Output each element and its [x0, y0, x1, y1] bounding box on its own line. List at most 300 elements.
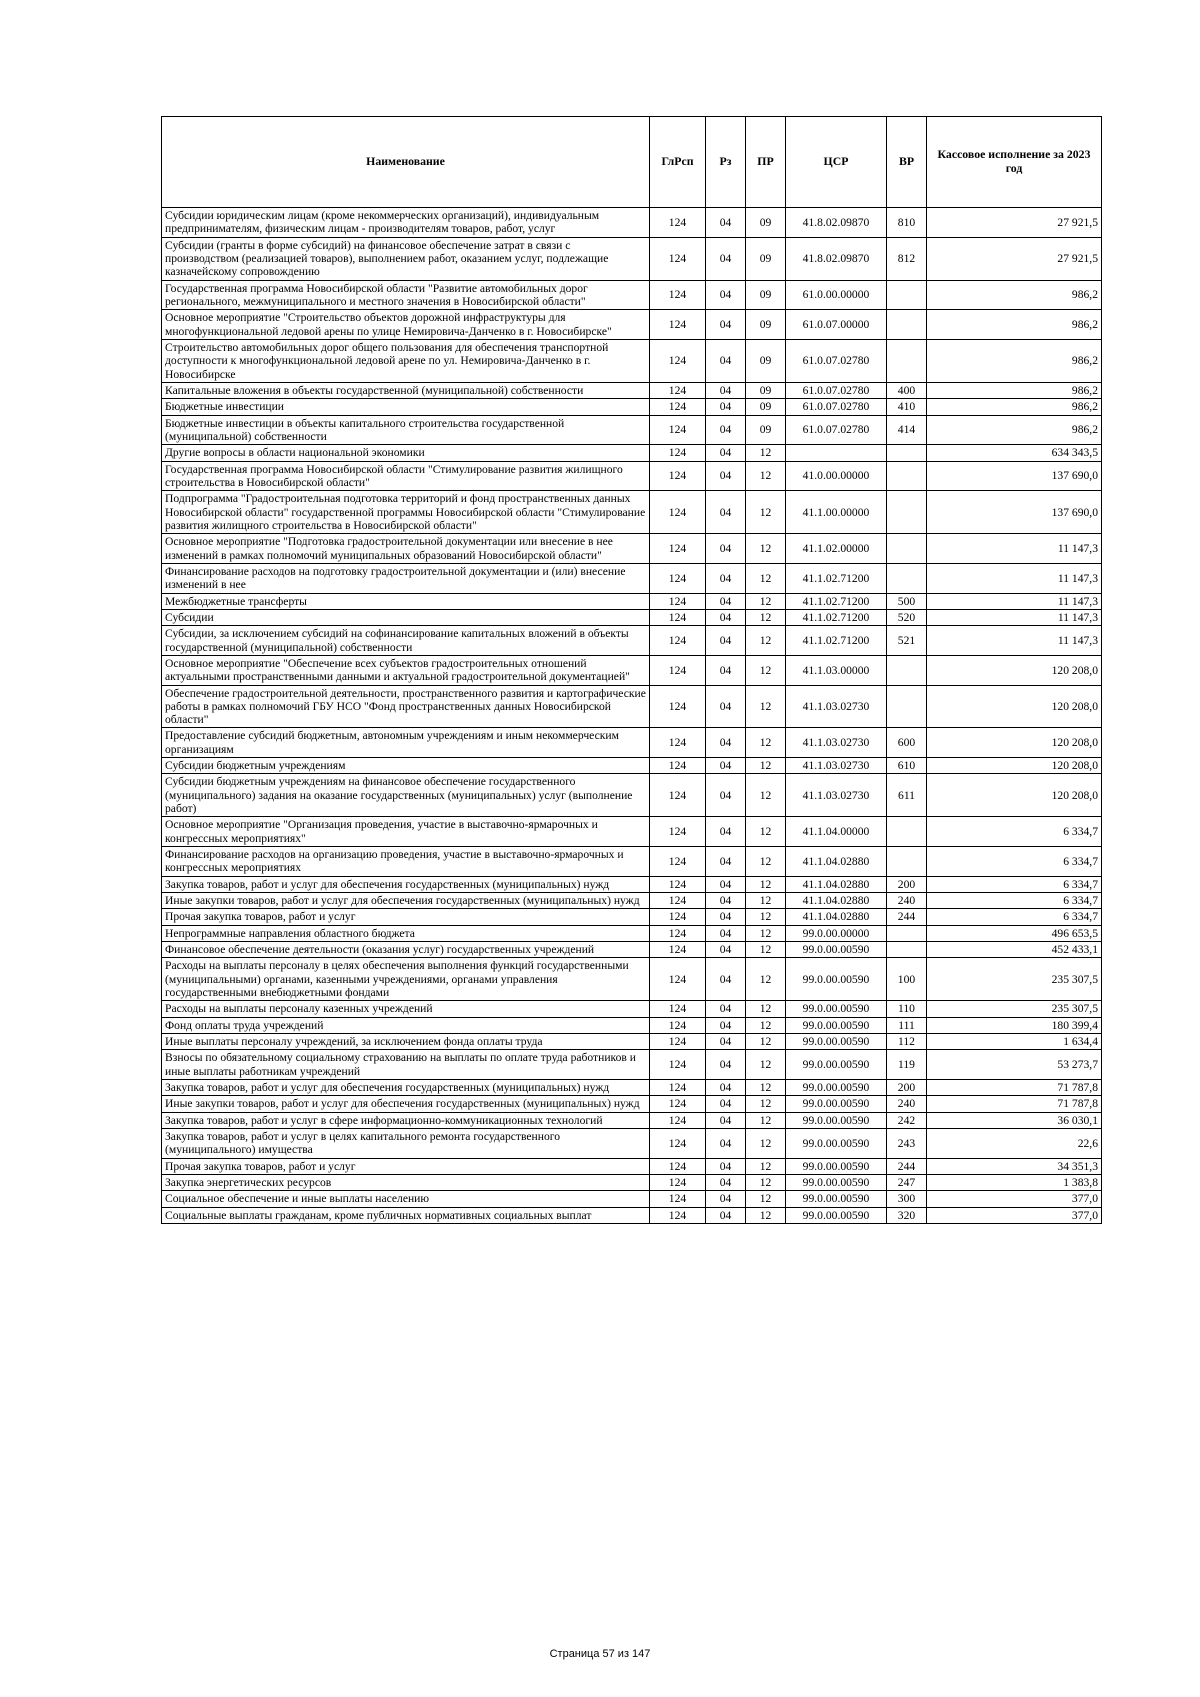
header-name: Наименование: [162, 117, 650, 208]
cell-rz: 04: [706, 958, 746, 1001]
table-row: [162, 415, 1102, 445]
cell-pr: 09: [746, 208, 786, 238]
cell-pr: 12: [746, 655, 786, 685]
cell-name: Иные закупки товаров, работ и услуг для обеспечения государственных (муниципальных) нужд: [162, 1096, 650, 1112]
table-row: [162, 942, 1102, 958]
cell-rz: 04: [706, 1112, 746, 1128]
cell-csr: 99.0.00.00590: [786, 1158, 887, 1174]
cell-amount: 180 399,4: [927, 1017, 1102, 1033]
cell-rz: 04: [706, 1129, 746, 1159]
cell-csr: 99.0.00.00590: [786, 958, 887, 1001]
cell-vr: 240: [887, 893, 927, 909]
cell-rz: 04: [706, 461, 746, 491]
cell-csr: 61.0.07.02780: [786, 415, 887, 445]
cell-rz: 04: [706, 208, 746, 238]
cell-vr: 414: [887, 415, 927, 445]
cell-vr: 243: [887, 1129, 927, 1159]
cell-vr: 520: [887, 609, 927, 625]
cell-glrsp: 124: [650, 534, 706, 564]
cell-pr: 12: [746, 609, 786, 625]
cell-amount: 6 334,7: [927, 817, 1102, 847]
cell-glrsp: 124: [650, 1096, 706, 1112]
cell-pr: 12: [746, 445, 786, 461]
cell-rz: 04: [706, 399, 746, 415]
cell-amount: 986,2: [927, 339, 1102, 382]
cell-csr: 41.1.02.71200: [786, 626, 887, 656]
cell-amount: 377,0: [927, 1207, 1102, 1223]
cell-csr: 41.1.03.02730: [786, 774, 887, 817]
cell-name: Субсидии бюджетным учреждениям на финансовое обеспечение государственного (муниципального) задания на оказание государственных (муниципальных) услуг (выполнение работ): [162, 774, 650, 817]
cell-vr: 200: [887, 876, 927, 892]
cell-glrsp: 124: [650, 958, 706, 1001]
cell-name: Основное мероприятие "Организация проведения, участие в выставочно-ярмарочных и конгрессных мероприятиях": [162, 817, 650, 847]
cell-csr: 41.1.02.71200: [786, 563, 887, 593]
cell-glrsp: 124: [650, 1017, 706, 1033]
cell-amount: 22,6: [927, 1129, 1102, 1159]
cell-pr: 12: [746, 1017, 786, 1033]
cell-pr: 12: [746, 1129, 786, 1159]
cell-csr: 99.0.00.00590: [786, 1080, 887, 1096]
cell-name: Подпрограмма "Градостроительная подготовка территорий и фонд пространственных данных Новосибирской области" государственной программы Новосибирской области "Стимулирование развития жилищного строительства в Новосибирской области": [162, 491, 650, 534]
cell-amount: 377,0: [927, 1191, 1102, 1207]
cell-rz: 04: [706, 534, 746, 564]
cell-glrsp: 124: [650, 893, 706, 909]
cell-vr: 242: [887, 1112, 927, 1128]
cell-vr: 410: [887, 399, 927, 415]
cell-csr: 99.0.00.00590: [786, 1129, 887, 1159]
cell-pr: 12: [746, 728, 786, 758]
cell-csr: 61.0.07.00000: [786, 310, 887, 340]
table-row: [162, 1050, 1102, 1080]
header-csr: ЦСР: [786, 117, 887, 208]
cell-name: Взносы по обязательному социальному страхованию на выплаты по оплате труда работников и иные выплаты работникам учреждений: [162, 1050, 650, 1080]
cell-pr: 09: [746, 382, 786, 398]
cell-pr: 09: [746, 310, 786, 340]
cell-glrsp: 124: [650, 1207, 706, 1223]
cell-pr: 12: [746, 1034, 786, 1050]
cell-rz: 04: [706, 626, 746, 656]
cell-amount: 71 787,8: [927, 1080, 1102, 1096]
table-row: [162, 445, 1102, 461]
cell-glrsp: 124: [650, 1001, 706, 1017]
table-row: [162, 280, 1102, 310]
table-row: [162, 626, 1102, 656]
cell-glrsp: 124: [650, 1191, 706, 1207]
cell-vr: 111: [887, 1017, 927, 1033]
table-row: [162, 208, 1102, 238]
cell-name: Субсидии (гранты в форме субсидий) на финансовое обеспечение затрат в связи с производством (реализацией товаров), выполнением работ, оказанием услуг, подлежащие казначейскому сопровождению: [162, 237, 650, 280]
cell-csr: 99.0.00.00590: [786, 1034, 887, 1050]
table-row: [162, 1017, 1102, 1033]
table-row: [162, 609, 1102, 625]
cell-glrsp: 124: [650, 909, 706, 925]
cell-vr: 247: [887, 1175, 927, 1191]
table-row: [162, 876, 1102, 892]
cell-rz: 04: [706, 339, 746, 382]
cell-amount: 36 030,1: [927, 1112, 1102, 1128]
cell-glrsp: 124: [650, 758, 706, 774]
cell-glrsp: 124: [650, 942, 706, 958]
table-row: [162, 1129, 1102, 1159]
cell-pr: 12: [746, 563, 786, 593]
cell-amount: 120 208,0: [927, 728, 1102, 758]
cell-vr: [887, 491, 927, 534]
cell-pr: 12: [746, 534, 786, 564]
table-row: [162, 563, 1102, 593]
table-row: [162, 1207, 1102, 1223]
cell-rz: 04: [706, 593, 746, 609]
cell-amount: 11 147,3: [927, 534, 1102, 564]
cell-csr: 41.1.00.00000: [786, 491, 887, 534]
cell-csr: 41.1.02.71200: [786, 593, 887, 609]
cell-amount: 120 208,0: [927, 655, 1102, 685]
cell-vr: [887, 655, 927, 685]
cell-rz: 04: [706, 1158, 746, 1174]
cell-rz: 04: [706, 774, 746, 817]
cell-amount: 11 147,3: [927, 563, 1102, 593]
cell-name: Субсидии: [162, 609, 650, 625]
table-row: [162, 491, 1102, 534]
table-row: [162, 237, 1102, 280]
cell-amount: 1 634,4: [927, 1034, 1102, 1050]
table-row: [162, 310, 1102, 340]
cell-pr: 12: [746, 1191, 786, 1207]
cell-name: Государственная программа Новосибирской области "Развитие автомобильных дорог регионального, межмуниципального и местного значения в Новосибирской области": [162, 280, 650, 310]
cell-csr: 41.1.03.00000: [786, 655, 887, 685]
cell-pr: 12: [746, 1001, 786, 1017]
cell-vr: 812: [887, 237, 927, 280]
cell-name: Закупка энергетических ресурсов: [162, 1175, 650, 1191]
cell-rz: 04: [706, 655, 746, 685]
cell-glrsp: 124: [650, 847, 706, 877]
cell-amount: 27 921,5: [927, 237, 1102, 280]
cell-rz: 04: [706, 1001, 746, 1017]
cell-rz: 04: [706, 1207, 746, 1223]
cell-name: Субсидии, за исключением субсидий на софинансирование капитальных вложений в объекты государственной (муниципальной) собственности: [162, 626, 650, 656]
table-row: [162, 1191, 1102, 1207]
cell-csr: [786, 445, 887, 461]
cell-rz: 04: [706, 1096, 746, 1112]
table-row: [162, 461, 1102, 491]
table-row: [162, 817, 1102, 847]
cell-amount: 11 147,3: [927, 626, 1102, 656]
table-body: [162, 208, 1102, 1224]
cell-amount: 27 921,5: [927, 208, 1102, 238]
cell-name: Предоставление субсидий бюджетным, автономным учреждениям и иным некоммерческим организациям: [162, 728, 650, 758]
cell-vr: [887, 445, 927, 461]
cell-glrsp: 124: [650, 208, 706, 238]
cell-rz: 04: [706, 909, 746, 925]
cell-csr: 99.0.00.00590: [786, 1017, 887, 1033]
cell-pr: 09: [746, 399, 786, 415]
cell-pr: 12: [746, 925, 786, 941]
table-row: [162, 758, 1102, 774]
cell-amount: 6 334,7: [927, 847, 1102, 877]
cell-name: Социальное обеспечение и иные выплаты населению: [162, 1191, 650, 1207]
cell-name: Иные закупки товаров, работ и услуг для обеспечения государственных (муниципальных) нужд: [162, 893, 650, 909]
cell-vr: [887, 310, 927, 340]
cell-amount: 634 343,5: [927, 445, 1102, 461]
cell-name: Государственная программа Новосибирской области "Стимулирование развития жилищного строительства в Новосибирской области": [162, 461, 650, 491]
cell-csr: 41.1.04.00000: [786, 817, 887, 847]
cell-csr: 41.1.03.02730: [786, 758, 887, 774]
table-row: [162, 399, 1102, 415]
cell-vr: 600: [887, 728, 927, 758]
cell-rz: 04: [706, 563, 746, 593]
cell-rz: 04: [706, 925, 746, 941]
cell-glrsp: 124: [650, 774, 706, 817]
table-row: [162, 1112, 1102, 1128]
cell-pr: 12: [746, 1080, 786, 1096]
table-row: [162, 774, 1102, 817]
cell-glrsp: 124: [650, 1175, 706, 1191]
table-row: [162, 958, 1102, 1001]
cell-name: Основное мероприятие "Обеспечение всех субъектов градостроительных отношений актуальными пространственными данными и актуальной градостроительной документацией": [162, 655, 650, 685]
cell-name: Иные выплаты персоналу учреждений, за исключением фонда оплаты труда: [162, 1034, 650, 1050]
cell-csr: 41.0.00.00000: [786, 461, 887, 491]
cell-glrsp: 124: [650, 445, 706, 461]
cell-glrsp: 124: [650, 593, 706, 609]
cell-pr: 12: [746, 1175, 786, 1191]
cell-pr: 12: [746, 942, 786, 958]
cell-amount: 986,2: [927, 415, 1102, 445]
cell-pr: 12: [746, 893, 786, 909]
cell-csr: 41.1.04.02880: [786, 909, 887, 925]
cell-rz: 04: [706, 382, 746, 398]
table-row: [162, 1175, 1102, 1191]
header-glrsp: ГлРсп: [650, 117, 706, 208]
cell-rz: 04: [706, 280, 746, 310]
cell-name: Обеспечение градостроительной деятельности, пространственного развития и картографические работы в рамках полномочий ГБУ НСО "Фонд пространственных данных Новосибирской области": [162, 685, 650, 728]
cell-amount: 986,2: [927, 280, 1102, 310]
cell-csr: 99.0.00.00000: [786, 925, 887, 941]
cell-vr: [887, 280, 927, 310]
cell-glrsp: 124: [650, 817, 706, 847]
cell-name: Субсидии юридическим лицам (кроме некоммерческих организаций), индивидуальным предпринимателям, физическим лицам - производителям товаров, работ, услуг: [162, 208, 650, 238]
table-row: [162, 728, 1102, 758]
cell-rz: 04: [706, 758, 746, 774]
cell-pr: 09: [746, 415, 786, 445]
cell-csr: 99.0.00.00590: [786, 1175, 887, 1191]
cell-name: Закупка товаров, работ и услуг в сфере информационно-коммуникационных технологий: [162, 1112, 650, 1128]
cell-csr: 61.0.07.02780: [786, 382, 887, 398]
cell-vr: 400: [887, 382, 927, 398]
cell-glrsp: 124: [650, 925, 706, 941]
table-row: [162, 1001, 1102, 1017]
cell-csr: 61.0.00.00000: [786, 280, 887, 310]
cell-vr: 112: [887, 1034, 927, 1050]
cell-csr: 99.0.00.00590: [786, 1001, 887, 1017]
cell-rz: 04: [706, 237, 746, 280]
cell-pr: 12: [746, 909, 786, 925]
cell-vr: [887, 925, 927, 941]
cell-csr: 99.0.00.00590: [786, 1050, 887, 1080]
cell-vr: 500: [887, 593, 927, 609]
cell-csr: 41.8.02.09870: [786, 208, 887, 238]
cell-amount: 11 147,3: [927, 609, 1102, 625]
cell-glrsp: 124: [650, 685, 706, 728]
table-row: [162, 893, 1102, 909]
cell-amount: 137 690,0: [927, 461, 1102, 491]
cell-amount: 53 273,7: [927, 1050, 1102, 1080]
cell-pr: 12: [746, 1050, 786, 1080]
cell-rz: 04: [706, 942, 746, 958]
cell-vr: [887, 942, 927, 958]
table-row: [162, 847, 1102, 877]
cell-vr: 110: [887, 1001, 927, 1017]
cell-vr: 200: [887, 1080, 927, 1096]
cell-rz: 04: [706, 728, 746, 758]
cell-csr: 41.8.02.09870: [786, 237, 887, 280]
table-row: [162, 1080, 1102, 1096]
cell-pr: 12: [746, 1207, 786, 1223]
table-row: [162, 685, 1102, 728]
cell-pr: 12: [746, 593, 786, 609]
cell-amount: 1 383,8: [927, 1175, 1102, 1191]
cell-csr: 41.1.02.00000: [786, 534, 887, 564]
cell-glrsp: 124: [650, 399, 706, 415]
cell-glrsp: 124: [650, 339, 706, 382]
table-row: [162, 382, 1102, 398]
cell-name: Закупка товаров, работ и услуг для обеспечения государственных (муниципальных) нужд: [162, 876, 650, 892]
cell-vr: 300: [887, 1191, 927, 1207]
cell-amount: 120 208,0: [927, 685, 1102, 728]
cell-glrsp: 124: [650, 1034, 706, 1050]
cell-csr: 41.1.03.02730: [786, 728, 887, 758]
cell-pr: 12: [746, 1112, 786, 1128]
cell-vr: 244: [887, 1158, 927, 1174]
cell-name: Строительство автомобильных дорог общего пользования для обеспечения транспортной доступности к многофункциональной ледовой арене по ул. Немировича-Данченко в г. Новосибирске: [162, 339, 650, 382]
table-row: [162, 1158, 1102, 1174]
cell-csr: 99.0.00.00590: [786, 1191, 887, 1207]
cell-name: Прочая закупка товаров, работ и услуг: [162, 1158, 650, 1174]
cell-csr: 99.0.00.00590: [786, 1112, 887, 1128]
cell-name: Другие вопросы в области национальной экономики: [162, 445, 650, 461]
cell-rz: 04: [706, 685, 746, 728]
cell-glrsp: 124: [650, 415, 706, 445]
table-row: [162, 925, 1102, 941]
cell-csr: 41.1.04.02880: [786, 847, 887, 877]
cell-rz: 04: [706, 817, 746, 847]
cell-pr: 12: [746, 817, 786, 847]
cell-pr: 09: [746, 339, 786, 382]
cell-glrsp: 124: [650, 491, 706, 534]
cell-name: Расходы на выплаты персоналу казенных учреждений: [162, 1001, 650, 1017]
cell-name: Непрограммные направления областного бюджета: [162, 925, 650, 941]
cell-csr: 41.1.02.71200: [786, 609, 887, 625]
cell-rz: 04: [706, 310, 746, 340]
cell-rz: 04: [706, 415, 746, 445]
cell-vr: [887, 847, 927, 877]
table-row: [162, 1096, 1102, 1112]
cell-glrsp: 124: [650, 1050, 706, 1080]
cell-amount: 496 653,5: [927, 925, 1102, 941]
table-row: [162, 534, 1102, 564]
cell-rz: 04: [706, 847, 746, 877]
table-row: [162, 1034, 1102, 1050]
cell-glrsp: 124: [650, 382, 706, 398]
cell-amount: 452 433,1: [927, 942, 1102, 958]
cell-name: Финансирование расходов на организацию проведения, участие в выставочно-ярмарочных и конгрессных мероприятиях: [162, 847, 650, 877]
cell-pr: 12: [746, 958, 786, 1001]
cell-rz: 04: [706, 1175, 746, 1191]
cell-name: Прочая закупка товаров, работ и услуг: [162, 909, 650, 925]
cell-pr: 12: [746, 491, 786, 534]
header-rz: Рз: [706, 117, 746, 208]
cell-glrsp: 124: [650, 609, 706, 625]
cell-glrsp: 124: [650, 655, 706, 685]
cell-vr: 100: [887, 958, 927, 1001]
cell-glrsp: 124: [650, 237, 706, 280]
cell-csr: 99.0.00.00590: [786, 1207, 887, 1223]
header-vr: ВР: [887, 117, 927, 208]
cell-pr: 12: [746, 461, 786, 491]
cell-csr: 61.0.07.02780: [786, 339, 887, 382]
cell-vr: [887, 534, 927, 564]
cell-glrsp: 124: [650, 461, 706, 491]
cell-amount: 120 208,0: [927, 758, 1102, 774]
cell-glrsp: 124: [650, 728, 706, 758]
cell-name: Основное мероприятие "Строительство объектов дорожной инфраструктуры для многофункциональной ледовой арены по улице Немировича-Данченко в г. Новосибирске": [162, 310, 650, 340]
cell-vr: [887, 817, 927, 847]
cell-glrsp: 124: [650, 1129, 706, 1159]
cell-pr: 09: [746, 237, 786, 280]
cell-rz: 04: [706, 491, 746, 534]
cell-csr: 41.1.04.02880: [786, 876, 887, 892]
table-row: [162, 655, 1102, 685]
cell-name: Капитальные вложения в объекты государственной (муниципальной) собственности: [162, 382, 650, 398]
cell-rz: 04: [706, 1017, 746, 1033]
cell-vr: [887, 339, 927, 382]
cell-amount: 11 147,3: [927, 593, 1102, 609]
cell-pr: 12: [746, 847, 786, 877]
cell-vr: 810: [887, 208, 927, 238]
cell-glrsp: 124: [650, 876, 706, 892]
cell-pr: 12: [746, 758, 786, 774]
cell-rz: 04: [706, 1050, 746, 1080]
cell-glrsp: 124: [650, 280, 706, 310]
cell-rz: 04: [706, 445, 746, 461]
cell-rz: 04: [706, 876, 746, 892]
table-row: [162, 339, 1102, 382]
cell-amount: 6 334,7: [927, 876, 1102, 892]
header-amount: Кассовое исполнение за 2023 год: [927, 117, 1102, 208]
cell-amount: 986,2: [927, 399, 1102, 415]
cell-name: Закупка товаров, работ и услуг в целях капитального ремонта государственного (муниципального) имущества: [162, 1129, 650, 1159]
cell-name: Финансирование расходов на подготовку градостроительной документации и (или) внесение изменений в нее: [162, 563, 650, 593]
cell-pr: 12: [746, 685, 786, 728]
cell-vr: 244: [887, 909, 927, 925]
cell-amount: 986,2: [927, 382, 1102, 398]
cell-rz: 04: [706, 1191, 746, 1207]
cell-vr: 119: [887, 1050, 927, 1080]
cell-vr: [887, 461, 927, 491]
cell-glrsp: 124: [650, 1112, 706, 1128]
cell-glrsp: 124: [650, 1080, 706, 1096]
cell-pr: 12: [746, 876, 786, 892]
cell-name: Бюджетные инвестиции в объекты капитального строительства государственной (муниципальной) собственности: [162, 415, 650, 445]
cell-amount: 71 787,8: [927, 1096, 1102, 1112]
cell-glrsp: 124: [650, 310, 706, 340]
cell-vr: 240: [887, 1096, 927, 1112]
table-header-row: [162, 117, 1102, 208]
budget-execution-table: [161, 116, 1102, 1224]
cell-name: Закупка товаров, работ и услуг для обеспечения государственных (муниципальных) нужд: [162, 1080, 650, 1096]
cell-name: Межбюджетные трансферты: [162, 593, 650, 609]
cell-amount: 34 351,3: [927, 1158, 1102, 1174]
cell-rz: 04: [706, 1080, 746, 1096]
cell-name: Субсидии бюджетным учреждениям: [162, 758, 650, 774]
